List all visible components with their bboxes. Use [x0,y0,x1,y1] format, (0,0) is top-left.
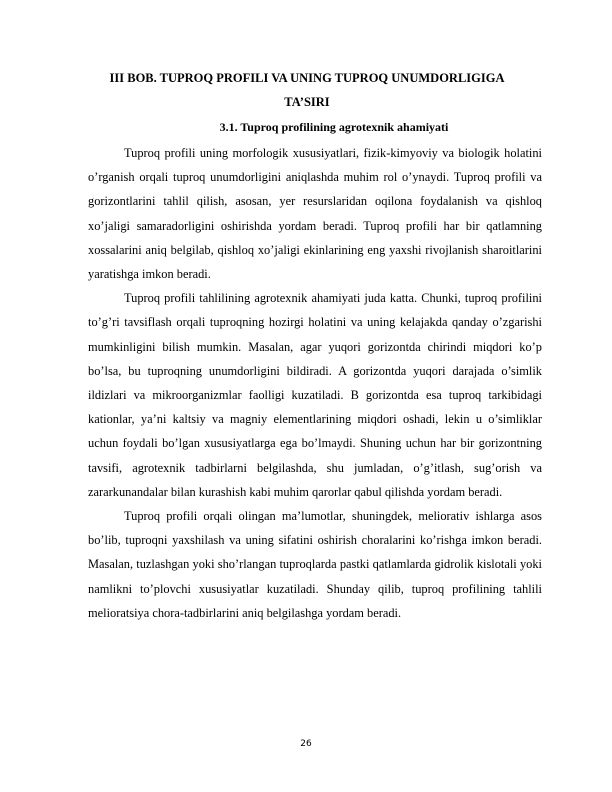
chapter-title-line-1: III BOB. TUPROQ PROFILI VA UNING TUPROQ UNUMDORLIGIGA [109,71,505,85]
paragraph-3: Tuproq profili orqali olingan ma’lumotlar, shuningdek, meliorativ ishlarga asos bo’lib, tuproqni yaxshilash va uning sifatini oshirish choralarini ko’rishga imkon beradi. Masalan, tuzlashgan yoki sho’rlangan tuproqlarda pastki qatlamlarda gidrolik kislotali yoki namlikni to’plovchi xususiyatlar kuzatiladi. Shunday qilib, tuproq profilining tahlili melioratsiya chora-tadbirlarini aniq belgilashga yordam beradi. [88,509,542,620]
paragraph-1: Tuproq profili uning morfologik xususiyatlari, fizik-kimyoviy va biologik holatini o’rganish orqali tuproq unumdorligini aniqlashda muhim rol o’ynaydi. Tuproq profili va gorizontlarini tahlil qilish, asosan, yer resurslaridan oqilona foydalanish va qishloq xo’jaligi samaradorligini oshirishda yordam beradi. Tuproq profili har bir qatlamning xossalarini aniq belgilab, qishloq xo’jaligi ekinlarining eng yaxshi rivojlanish sharoitlarini yaratishga imkon beradi. [88,146,542,282]
paragraph-2: Tuproq profili tahlilining agrotexnik ahamiyati juda katta. Chunki, tuproq profilini to’g’ri tavsiflash orqali tuproqning hozirgi holatini va uning kelajakda qanday o’zgarishi mumkinligini bilish mumkin. Masalan, agar yuqori gorizontda chirindi miqdori ko’p bo’lsa, bu tuproqning unumdorligini bildiradi. A gorizontda yuqori darajada o’simlik ildizlari va mikroorganizmlar faolligi kuzatiladi. B gorizontda esa tuproq tarkibidagi kationlar, ya’ni kaltsiy va magniy elementlarining miqdori oshadi, lekin u o’simliklar uchun foydali bo’lgan xususiyatlarga ega bo’lmaydi. Shuning uchun har bir gorizontning tavsifi, agrotexnik tadbirlarni belgilashda, shu jumladan, o’g’itlash, sug’orish va zararkunandalar bilan kurashish kabi muhim qarorlar qabul qilishda yordam beradi. [88,291,542,499]
body-text [88,141,542,625]
chapter-title [70,66,544,114]
page-number: 26 [300,739,312,749]
chapter-title-line-2: TA’SIRI [284,95,330,109]
section-title: 3.1. Tuproq profilining agrotexnik ahamiyati [219,120,449,134]
